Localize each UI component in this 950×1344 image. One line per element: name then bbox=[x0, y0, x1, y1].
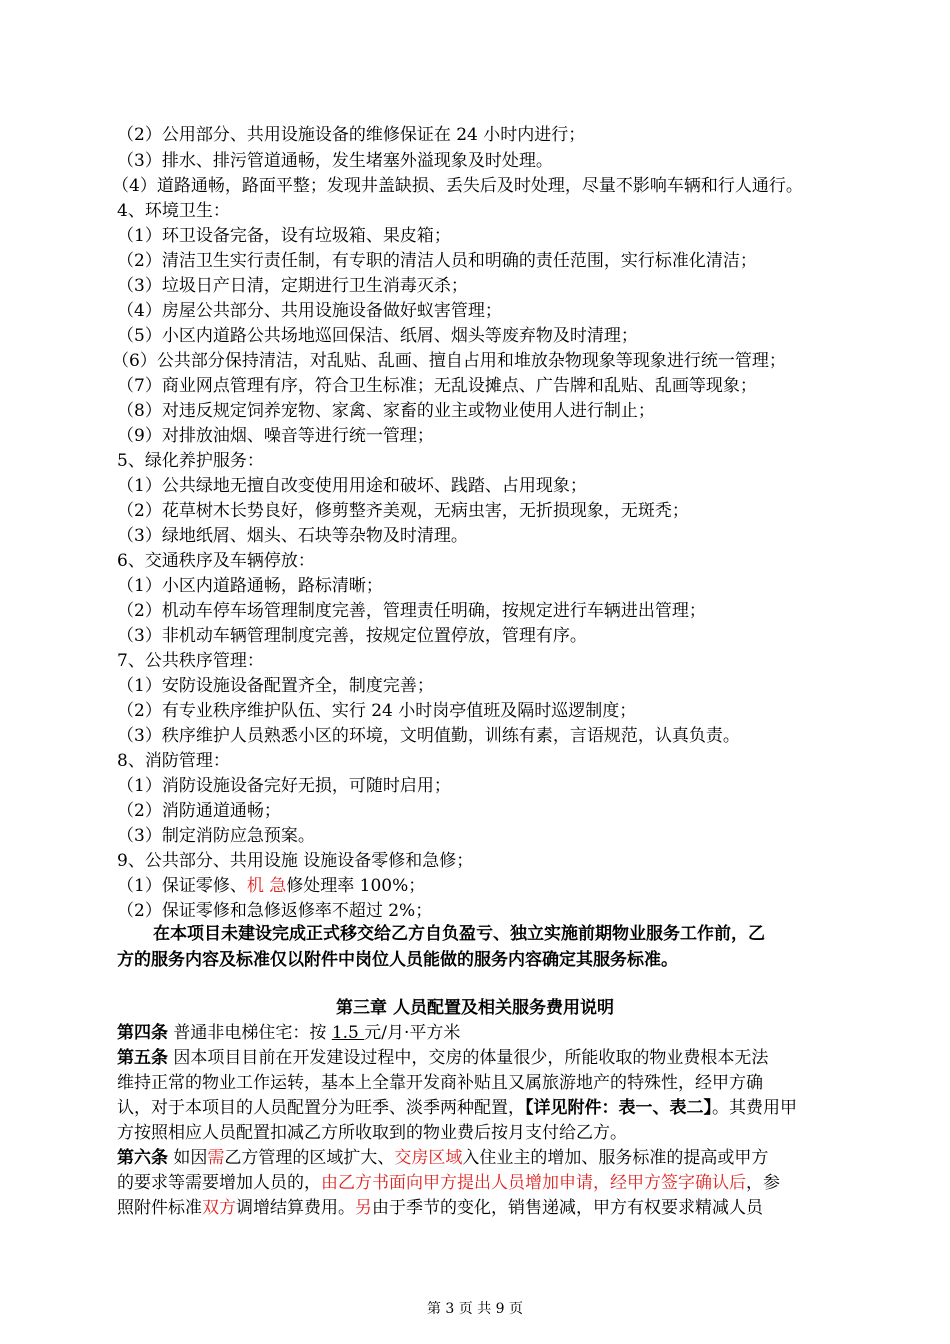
section-heading: 7、公共秩序管理： bbox=[117, 651, 264, 671]
text-line: （3）排水、排污管道通畅，发生堵塞外溢现象及时处理。 bbox=[117, 151, 553, 171]
section-heading: 9、公共部分、共用设施 设施设备零修和急修； bbox=[117, 851, 474, 871]
text-line: （9）对排放油烟、噪音等进行统一管理； bbox=[117, 426, 434, 446]
article-text: 认，对于本项目的人员配置分为旺季、淡季两种配置， bbox=[117, 1098, 525, 1118]
article-6-line bbox=[117, 1196, 837, 1220]
article-red-text: 由乙方书面向甲方提出人员增加申请，经甲方签字确认后 bbox=[321, 1173, 746, 1193]
repair-rate-line bbox=[117, 874, 837, 898]
text-line: （3）非机动车辆管理制度完善，按规定位置停放，管理有序。 bbox=[117, 626, 587, 646]
section-heading: 5、绿化养护服务： bbox=[117, 451, 264, 471]
article-6-line bbox=[117, 1146, 837, 1170]
text-line: （3）秩序维护人员熟悉小区的环境，文明值勤，训练有素，言语规范，认真负责。 bbox=[117, 726, 740, 746]
section-heading: 6、交通秩序及车辆停放： bbox=[117, 551, 315, 571]
bold-paragraph-line: 在本项目未建设完成正式移交给乙方自负盈亏、独立实施前期物业服务工作前，乙 bbox=[153, 924, 765, 944]
article-4 bbox=[117, 1021, 837, 1045]
article-5-line: 维持正常的物业工作运转，基本上全靠开发商补贴且又属旅游地产的特殊性，经甲方确 bbox=[117, 1073, 763, 1093]
section-heading: 4、环境卫生： bbox=[117, 201, 230, 221]
bold-paragraph-line: 方的服务内容及标准仅以附件中岗位人员能做的服务内容确定其服务标准。 bbox=[117, 950, 678, 970]
text-line: （2）保证零修和急修返修率不超过 2%； bbox=[117, 901, 433, 921]
price-value: 1.5 bbox=[331, 1023, 365, 1043]
repair-rate-text: （1）保证零修、 bbox=[117, 876, 247, 896]
article-text: 元/月·平方米 bbox=[364, 1023, 461, 1043]
text-line: （4）房屋公共部分、共用设施设备做好蚁害管理； bbox=[117, 301, 502, 321]
article-text: 照附件标准 bbox=[117, 1198, 202, 1218]
page-footer: 第 3 页 共 9 页 bbox=[426, 1301, 524, 1317]
article-5-line bbox=[117, 1096, 837, 1120]
article-text: ，参 bbox=[746, 1173, 780, 1193]
text-line: （2）公用部分、共用设施设备的维修保证在 24 小时内进行； bbox=[117, 125, 586, 145]
text-line: （7）商业网点管理有序，符合卫生标准；无乱设摊点、广告牌和乱贴、乱画等现象； bbox=[117, 376, 757, 396]
text-line: （5）小区内道路公共场地巡回保洁、纸屑、烟头等废弃物及时清理； bbox=[117, 326, 638, 346]
article-label: 第六条 bbox=[117, 1148, 168, 1168]
text-line: （2）消防通道通畅； bbox=[117, 801, 281, 821]
text-line: （1）公共绿地无擅自改变使用用途和破坏、践踏、占用现象； bbox=[117, 476, 587, 496]
text-line: （2）清洁卫生实行责任制，有专职的清洁人员和明确的责任范围，实行标准化清洁； bbox=[117, 251, 757, 271]
repair-rate-text: 修处理率 100%； bbox=[286, 876, 426, 896]
article-red-text: 另 bbox=[355, 1198, 372, 1218]
article-text: 如因 bbox=[168, 1148, 208, 1168]
article-text: 乙方管理的区域扩大、 bbox=[224, 1148, 395, 1168]
article-5-line: 方按照相应人员配置扣减乙方所收取到的物业费后按月支付给乙方。 bbox=[117, 1123, 627, 1143]
text-line: （1）安防设施设备配置齐全，制度完善； bbox=[117, 676, 434, 696]
text-line: （1）消防设施设备完好无损，可随时启用； bbox=[117, 776, 451, 796]
text-line: （6）公共部分保持清洁，对乱贴、乱画、擅自占用和堆放杂物现象等现象进行统一管理； bbox=[112, 351, 786, 371]
article-label: 第四条 bbox=[117, 1023, 168, 1043]
text-line: （4）道路通畅，路面平整；发现井盖缺损、丢失后及时处理，尽量不影响车辆和行人通行。 bbox=[112, 176, 803, 196]
article-red-text: 双方 bbox=[202, 1198, 236, 1218]
text-line: （3）垃圾日产日清，定期进行卫生消毒灭杀； bbox=[117, 276, 468, 296]
repair-rate-red-text: 机 急 bbox=[246, 876, 287, 896]
article-text: 。其费用甲 bbox=[712, 1098, 797, 1118]
text-line: （2）花草树木长势良好，修剪整齐美观，无病虫害，无折损现象，无斑秃； bbox=[117, 501, 689, 521]
attachment-ref: 【详见附件：表一、表二】 bbox=[525, 1098, 712, 1118]
text-line: （3）绿地纸屑、烟头、石块等杂物及时清理。 bbox=[117, 526, 468, 546]
article-red-text: 需 bbox=[207, 1148, 225, 1168]
article-text: 调增结算费用。 bbox=[236, 1198, 355, 1218]
article-6-line bbox=[117, 1171, 837, 1195]
text-line: （1）环卫设备完备，设有垃圾箱、果皮箱； bbox=[117, 226, 451, 246]
article-text: 因本项目目前在开发建设过程中，交房的体量很少，所能收取的物业费根本无法 bbox=[168, 1048, 769, 1068]
article-5-line bbox=[117, 1046, 837, 1070]
article-text: 普通非电梯住宅：按 bbox=[168, 1023, 332, 1043]
article-label: 第五条 bbox=[117, 1048, 168, 1068]
article-text: 的要求等需要增加人员的， bbox=[117, 1173, 321, 1193]
article-text: 由于季节的变化，销售递减，甲方有权要求精减人员 bbox=[372, 1198, 763, 1218]
text-line: （1）小区内道路通畅，路标清晰； bbox=[117, 576, 383, 596]
section-heading: 8、消防管理： bbox=[117, 751, 230, 771]
article-text: 入住业主的增加、服务标准的提高或甲方 bbox=[462, 1148, 769, 1168]
text-line: （8）对违反规定饲养宠物、家禽、家畜的业主或物业使用人进行制止； bbox=[117, 401, 655, 421]
article-red-text: 交房区域 bbox=[394, 1148, 463, 1168]
text-line: （2）机动车停车场管理制度完善，管理责任明确，按规定进行车辆进出管理； bbox=[117, 601, 706, 621]
text-line: （2）有专业秩序维护队伍、实行 24 小时岗亭值班及隔时巡逻制度； bbox=[117, 701, 637, 721]
chapter-title: 第三章 人员配置及相关服务费用说明 bbox=[336, 998, 614, 1018]
text-line: （3）制定消防应急预案。 bbox=[117, 826, 315, 846]
